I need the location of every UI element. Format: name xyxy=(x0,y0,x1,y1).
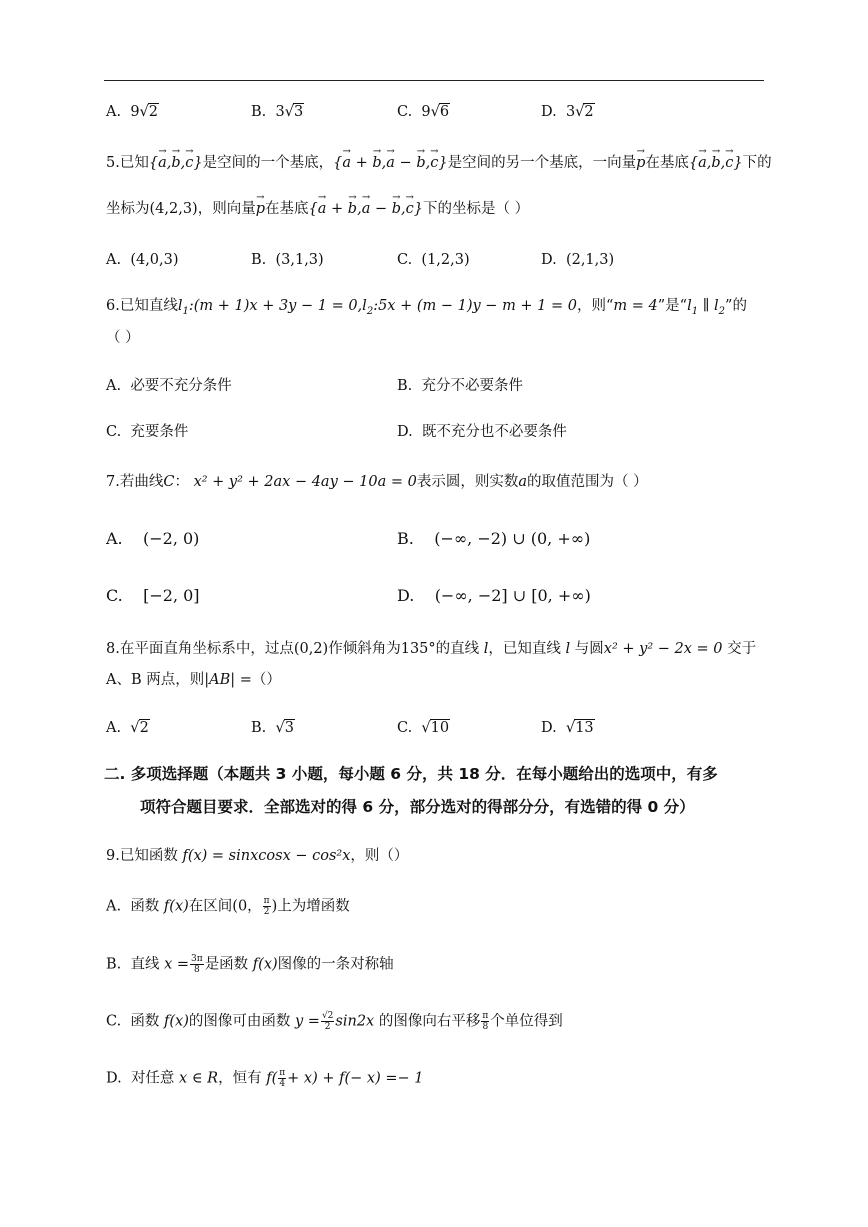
q5-option-c: C. (1,2,3) xyxy=(397,252,470,268)
q7-option-d: D. (−∞, −2] ∪ [0, +∞) xyxy=(397,586,591,605)
q8-option-c: C. √10 xyxy=(397,720,450,736)
q9-option-b: B. 直线 x = $\frac{3\pi}{8}$ 是函数 f(x)图像的一条对称轴 xyxy=(106,954,394,975)
q9-option-a: A. 函数 f(x)在区间(0， $\frac{\pi}{2}$ )上为增函数 xyxy=(106,896,350,917)
q6-option-d: D. 既不充分也不必要条件 xyxy=(397,424,567,440)
q4-option-d: D. 3√2 xyxy=(541,104,594,120)
q7-option-c: C. [−2, 0] xyxy=(106,586,200,605)
q9-stem: 9.已知函数 f(x) = sinxcosx − cos²x，则（） xyxy=(106,848,409,864)
section2-heading-line1: 二. 多项选择题（本题共 3 小题，每小题 6 分，共 18 分．在每小题给出的选项中，有多 xyxy=(104,765,718,783)
q8-option-d: D. √13 xyxy=(541,720,594,736)
q8-option-b: B. √3 xyxy=(251,720,294,736)
q6-stem-line1: 6.已知直线$l_1:(m + 1)x + 3y - 1$ = $0,l_2:5x + (m - 1)y - m + 1 = 0$，则“m = 4”是“$l_1$ ∥ $l_2$”的 xyxy=(106,298,747,317)
q7-option-b: B. (−∞, −2) ∪ (0, +∞) xyxy=(397,529,591,548)
q9-option-c: C. 函数 f(x)的图像可由函数 y = $\frac{√2}{2}$ sin2x 的图像向右平移 $\frac{\pi}{8}$ 个单位得到 xyxy=(106,1011,563,1032)
q8-option-a: A. √2 xyxy=(106,720,149,736)
q8-stem-line1: 8.在平面直角坐标系中，过点(0,2)作倾斜角为135°的直线 l，已知直线 l 与圆x² + y² − 2x = 0 交于 xyxy=(106,641,757,657)
q7-option-a: A. (−2, 0) xyxy=(106,529,200,548)
q5-option-b: B. (3,1,3) xyxy=(251,252,324,268)
section2-heading-line2: 项符合题目要求．全部选对的得 6 分，部分选对的得部分分，有选错的得 0 分） xyxy=(140,798,695,816)
q4-option-c: C. 9√6 xyxy=(397,104,450,120)
q8-stem-line2: A、B 两点，则|AB| =（） xyxy=(106,672,281,688)
q4-option-b: B. 3√3 xyxy=(251,104,304,120)
q9-option-d: D. 对任意 x ∈ R，恒有 f( $\frac{\pi}{4}$ + x) + f(− x) =− 1 xyxy=(106,1068,424,1089)
q6-paren: （ ） xyxy=(106,330,140,346)
q6-option-c: C. 充要条件 xyxy=(106,424,189,440)
q6-option-a: A. 必要不充分条件 xyxy=(106,378,232,394)
q7-stem: 7.若曲线C： x² + y² + 2ax − 4ay − 10a = 0表示圆，则实数a的取值范围为（ ） xyxy=(106,474,648,490)
q5-stem-line2: 坐标为(4,2,3)，则向量→ p在基底{→ a + → b,→ a − → b,→ c}下的坐标是（ ） xyxy=(106,199,529,219)
q4-option-a: A. 9√2 xyxy=(106,104,159,120)
q5-option-a: A. (4,0,3) xyxy=(106,252,179,268)
q5-stem-line1: 5.已知{→ a,→ b,→ c}是空间的一个基底，{→ a + → b,→ a − → b,→ c}是空间的另一个基底，一向量→ p在基底{→ a,→ b,→ c}下的 xyxy=(106,153,772,173)
header-rule xyxy=(104,80,764,81)
q6-option-b: B. 充分不必要条件 xyxy=(397,378,523,394)
q5-option-d: D. (2,1,3) xyxy=(541,252,615,268)
